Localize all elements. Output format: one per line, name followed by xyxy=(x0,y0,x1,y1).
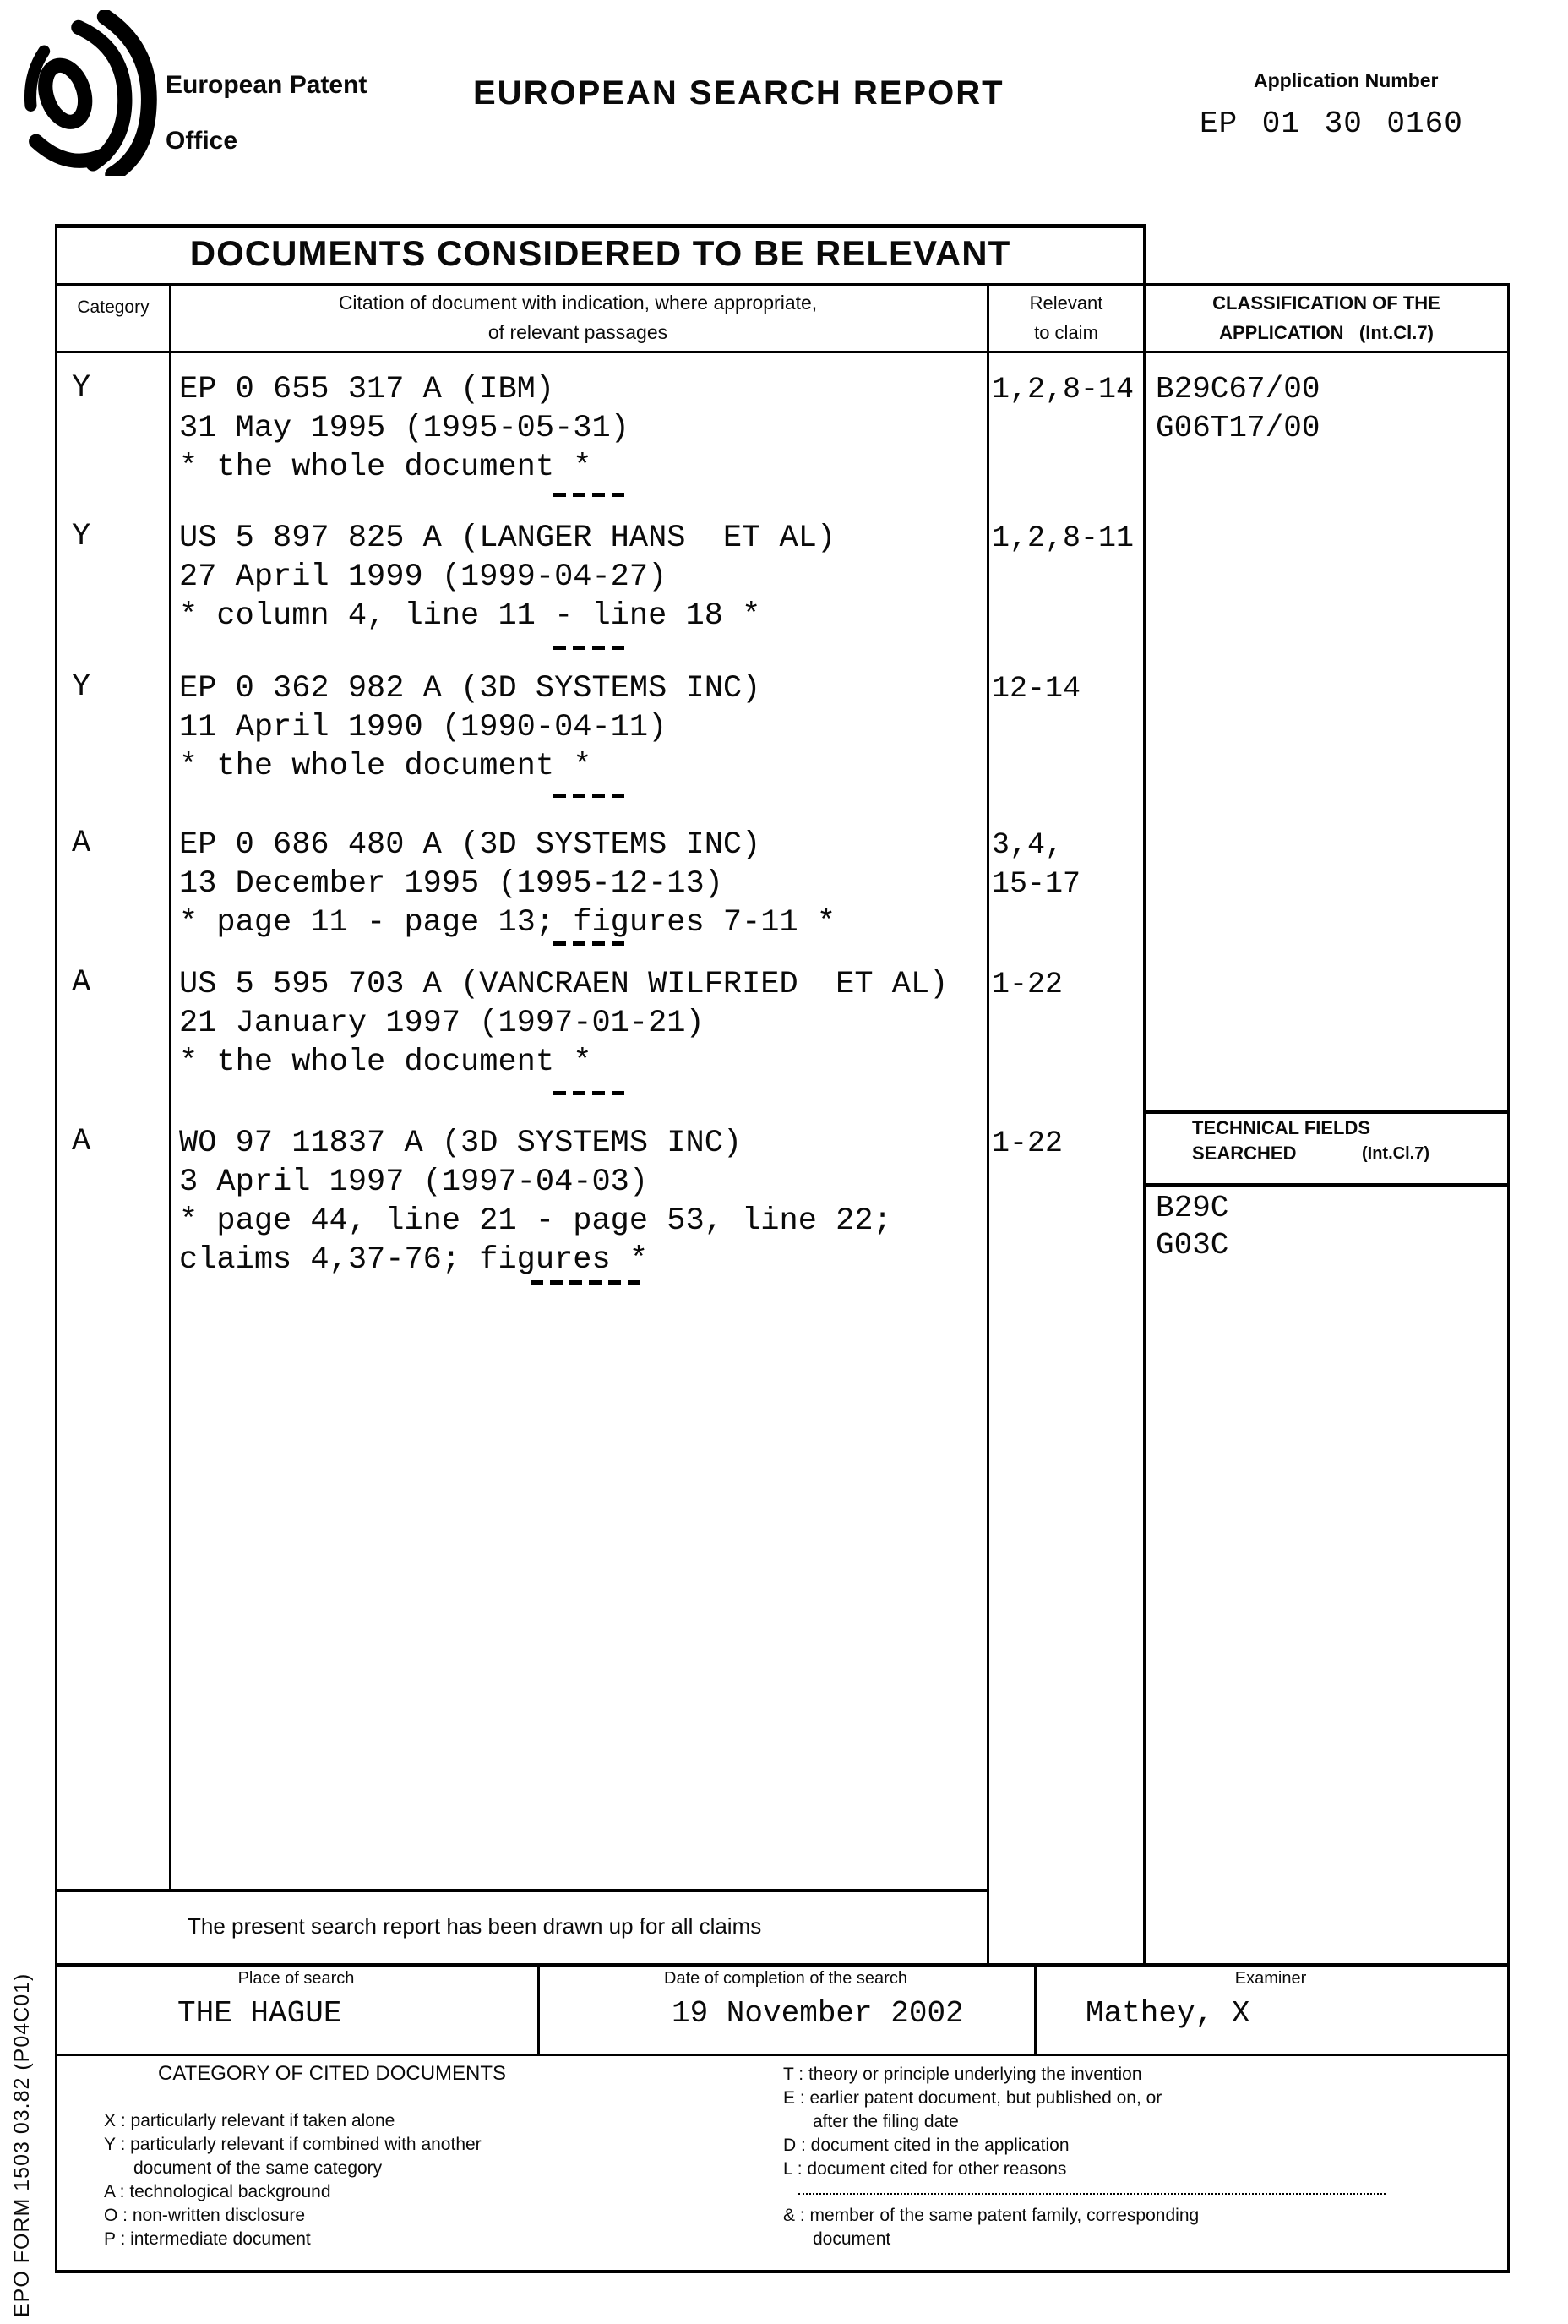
citation-header-line1: Citation of document with indication, where appropriate, xyxy=(338,292,818,314)
application-number-value: EP 01 30 0160 xyxy=(1200,106,1463,141)
legend-dotted-separator xyxy=(798,2193,1386,2195)
examiner-label: Examiner xyxy=(1234,1969,1307,1988)
office-name-line1: European Patent xyxy=(166,71,368,99)
border-line xyxy=(169,283,172,1891)
category-cell: Y xyxy=(72,669,91,705)
border-line xyxy=(55,1889,989,1892)
place-of-search-label: Place of search xyxy=(237,1969,355,1988)
row-separator xyxy=(553,493,625,497)
category-cell: Y xyxy=(72,370,91,406)
technical-fields-intcl: (Int.Cl.7) xyxy=(1362,1144,1429,1163)
border-line xyxy=(55,283,1510,286)
border-line xyxy=(1143,224,1146,1967)
legend-title: CATEGORY OF CITED DOCUMENTS xyxy=(158,2062,507,2085)
citation-header-line2: of relevant passages xyxy=(487,321,668,343)
relevant-claims-cell: 1-22 xyxy=(992,968,1064,1001)
citation-cell: US 5 595 703 A (VANCRAEN WILFRIED ET AL) 21 January 1997 (1997-01-21) * the whole document * xyxy=(179,967,949,1080)
date-of-completion-label: Date of completion of the search xyxy=(664,1969,907,1988)
technical-fields-searched-label: SEARCHED xyxy=(1192,1143,1297,1164)
form-code-vertical: EPO FORM 1503 03.82 (P04C01) xyxy=(10,1972,34,2317)
date-of-completion-value: 19 November 2002 xyxy=(672,1996,964,2031)
column-header-classification xyxy=(1146,288,1507,347)
citation-cell: WO 97 11837 A (3D SYSTEMS INC) 3 April 1997 (1997-04-03) * page 44, line 21 - page 53, line 22; claims 4,37-76; figures * xyxy=(179,1126,892,1278)
row-separator xyxy=(553,646,625,650)
category-cell: A xyxy=(72,826,91,861)
border-line xyxy=(987,283,989,1966)
border-line xyxy=(55,351,1510,353)
border-line xyxy=(55,2054,1510,2056)
office-name-line2: Office xyxy=(166,127,238,155)
column-header-citation xyxy=(169,288,987,347)
table-title: DOCUMENTS CONSIDERED TO BE RELEVANT xyxy=(189,233,1011,273)
category-cell: A xyxy=(72,965,91,1001)
column-header-relevant xyxy=(989,288,1143,347)
technical-fields-codes: B29C G03C xyxy=(1156,1191,1229,1263)
relevant-claims-cell: 1-22 xyxy=(992,1127,1064,1160)
citation-cell: EP 0 686 480 A (3D SYSTEMS INC) 13 December 1995 (1995-12-13) * page 11 - page 13; figures 7-11 * xyxy=(179,827,836,941)
relevant-claims-cell: 1,2,8-11 xyxy=(992,521,1135,555)
citation-cell: EP 0 362 982 A (3D SYSTEMS INC) 11 April 1990 (1990-04-11) * the whole document * xyxy=(179,671,761,784)
report-title: EUROPEAN SEARCH REPORT xyxy=(473,74,1004,112)
relevant-claims-cell: 1,2,8-14 xyxy=(992,373,1135,406)
classification-header-line2: APPLICATION (Int.Cl.7) xyxy=(1219,322,1434,343)
classification-header-line1: CLASSIFICATION OF THE xyxy=(1212,292,1440,314)
application-number-label: Application Number xyxy=(1254,69,1439,91)
border-line xyxy=(1143,1110,1510,1114)
office-name xyxy=(166,57,367,169)
relevant-claims-cell: 3,4, 15-17 xyxy=(992,828,1081,901)
relevant-claims-cell: 12-14 xyxy=(992,672,1081,706)
category-cell: Y xyxy=(72,519,91,554)
epo-logo-icon xyxy=(24,10,157,176)
citation-cell: US 5 897 825 A (LANGER HANS ET AL) 27 April 1999 (1999-04-27) * column 4, line 11 - line 18 * xyxy=(179,521,836,634)
row-separator xyxy=(531,1280,647,1285)
category-cell: A xyxy=(72,1124,91,1159)
border-line xyxy=(1143,1183,1510,1187)
citation-cell: EP 0 655 317 A (IBM) 31 May 1995 (1995-05-31) * the whole document * xyxy=(179,372,629,485)
column-header-category: Category xyxy=(77,297,150,317)
drawn-up-note: The present search report has been drawn up for all claims xyxy=(188,1913,762,1939)
technical-fields-label: TECHNICAL FIELDS xyxy=(1192,1117,1371,1138)
examiner-value: Mathey, X xyxy=(1086,1996,1250,2031)
relevant-header-line2: to claim xyxy=(1034,322,1098,343)
legend-right-column: T : theory or principle underlying the invention E : earlier patent document, but published on, or after the filing date D : document cited in the application L : document cited for other reasons xyxy=(783,2065,1162,2179)
border-line xyxy=(55,224,57,2273)
relevant-header-line1: Relevant xyxy=(1029,292,1103,314)
classification-codes: B29C67/00 G06T17/00 xyxy=(1156,372,1320,445)
legend-family-note: & : member of the same patent family, corresponding document xyxy=(783,2206,1200,2249)
border-line xyxy=(55,1963,1510,1967)
row-separator xyxy=(553,794,625,798)
place-of-search-value: THE HAGUE xyxy=(177,1996,342,2031)
row-separator xyxy=(553,941,625,946)
border-line xyxy=(1507,283,1510,2273)
row-separator xyxy=(553,1091,625,1095)
border-line xyxy=(55,2270,1510,2273)
legend-left-column: X : particularly relevant if taken alone Y : particularly relevant if combined with another document of the same category A : technological background O : non-written disclosure P : intermediate document xyxy=(104,2111,482,2249)
